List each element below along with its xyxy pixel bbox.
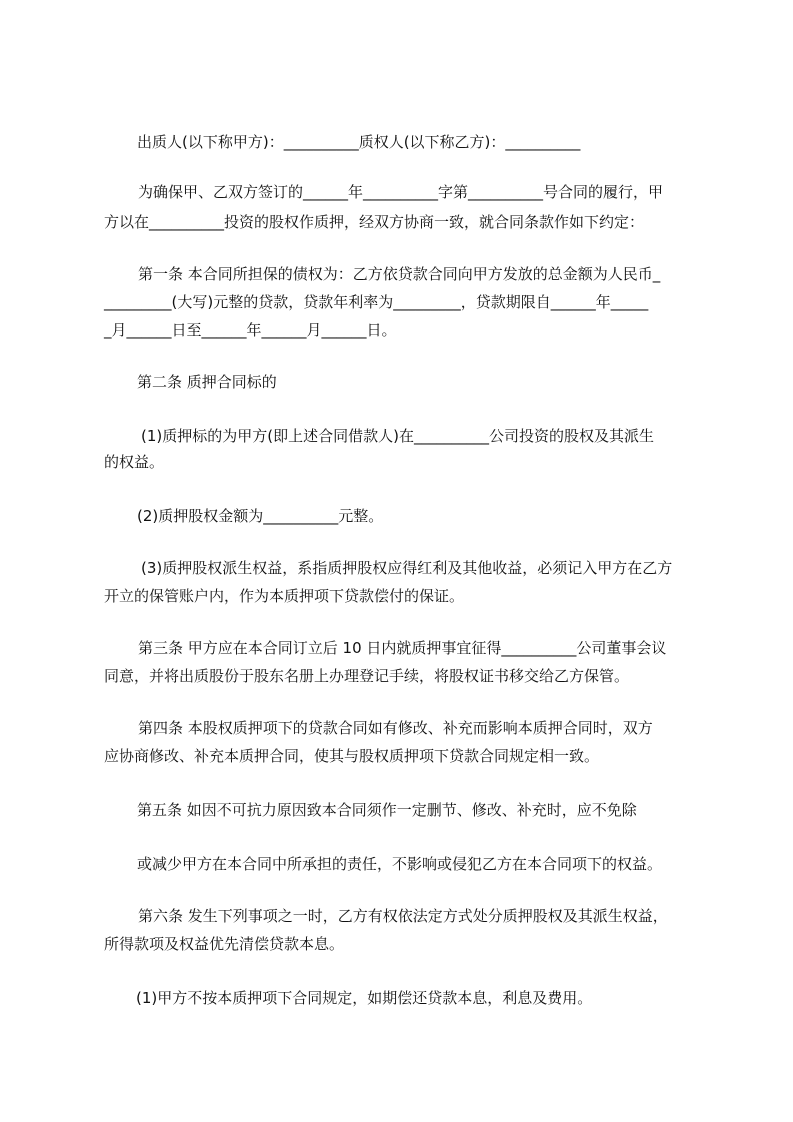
article-4-line-2: 应协商修改、补充本质押合同，使其与股权质押项下贷款合同规定相一致。	[104, 747, 600, 765]
article-3-line-1: 第三条 甲方应在本合同订立后 10 日内就质押事宜征得__________公司董事会议	[138, 639, 667, 657]
article-2-item-2: (2)质押股权金额为__________元整。	[137, 507, 384, 525]
article-1-line-3: _月______日至______年______月______日。	[104, 321, 397, 339]
article-1-line-1: 第一条 本合同所担保的债权为：乙方依贷款合同向甲方发放的总金额为人民币_	[138, 265, 661, 283]
article-2-heading: 第二条 质押合同标的	[137, 373, 277, 391]
preamble-line-1: 为确保甲、乙双方签订的______年__________字第__________号合同的履行，甲	[138, 183, 664, 201]
article-2-item-1-line-1: (1)质押标的为甲方(即上述合同借款人)在__________公司投资的股权及其派生	[141, 427, 654, 445]
parties-line: 出质人(以下称甲方)：__________质权人(以下称乙方)：__________	[137, 133, 581, 151]
article-4-line-1: 第四条 本股权质押项下的贷款合同如有修改、补充而影响本质押合同时，双方	[138, 719, 653, 737]
article-2-item-3-line-2: 开立的保管账户内，作为本质押项下贷款偿付的保证。	[104, 587, 465, 605]
article-5-line-2: 或减少甲方在本合同中所承担的责任，不影响或侵犯乙方在本合同项下的权益。	[137, 855, 663, 873]
article-2-item-3-line-1: (3)质押股权派生权益，系指质押股权应得红利及其他收益，必须记入甲方在乙方	[141, 559, 673, 577]
article-1-line-2: _________(大写)元整的贷款，贷款年利率为_________，贷款期限自______年_____	[104, 293, 649, 311]
article-3-line-2: 同意，并将出质股份于股东名册上办理登记手续，将股权证书移交给乙方保管。	[104, 667, 630, 685]
article-5-line-1: 第五条 如因不可抗力原因致本合同须作一定删节、修改、补充时，应不免除	[137, 801, 637, 819]
article-2-item-1-line-2: 的权益。	[104, 453, 165, 471]
article-6-line-1: 第六条 发生下列事项之一时，乙方有权依法定方式处分质押股权及其派生权益，	[138, 907, 668, 925]
article-6-line-2: 所得款项及权益优先清偿贷款本息。	[104, 935, 345, 953]
preamble-line-2: 方以在__________投资的股权作质押，经双方协商一致，就合同条款作如下约定：	[104, 213, 645, 231]
article-6-item-1: (1)甲方不按本质押项下合同规定，如期偿还贷款本息，利息及费用。	[136, 989, 593, 1007]
